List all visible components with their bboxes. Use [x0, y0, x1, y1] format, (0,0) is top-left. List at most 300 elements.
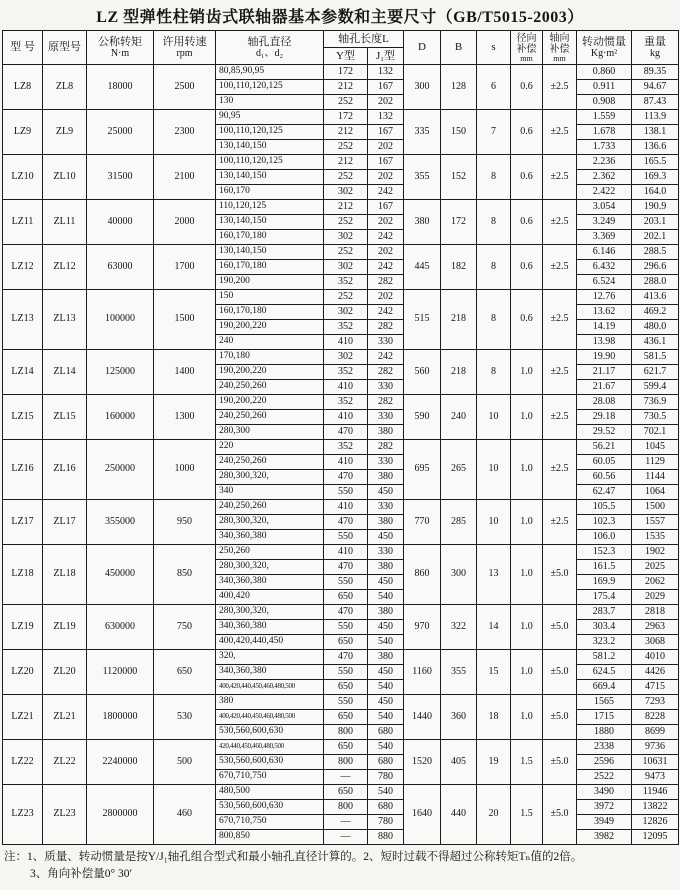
- j-length-cell: 330: [368, 545, 404, 560]
- bore-diameters-cell: 480,500: [216, 785, 324, 800]
- bore-diameters-cell: 400,420,440,450,460,480,500: [216, 710, 324, 725]
- y-length-cell: 800: [324, 755, 368, 770]
- bore-diameters-cell: 150: [216, 290, 324, 305]
- j-length-cell: 330: [368, 410, 404, 425]
- inertia-cell: 6.524: [577, 275, 632, 290]
- radial-compensation-cell: 1.0: [511, 500, 543, 545]
- j-length-cell: 380: [368, 650, 404, 665]
- orig-model-cell: ZL21: [43, 695, 87, 740]
- d-cell: 1160: [404, 650, 441, 695]
- col-header-j-type-label: J₁型: [375, 49, 396, 62]
- inertia-cell: 175.4: [577, 590, 632, 605]
- weight-cell: 203.1: [632, 215, 679, 230]
- j-length-cell: 450: [368, 530, 404, 545]
- inertia-cell: 169.9: [577, 575, 632, 590]
- b-cell: 405: [441, 740, 477, 785]
- table-body: [3, 65, 679, 845]
- bore-diameters-cell: 340,360,380: [216, 530, 324, 545]
- weight-cell: 1144: [632, 470, 679, 485]
- weight-cell: 10631: [632, 755, 679, 770]
- radial-compensation-cell: 0.6: [511, 155, 543, 200]
- j-length-cell: 242: [368, 350, 404, 365]
- d-cell: 445: [404, 245, 441, 290]
- bore-diameters-cell: 280,300,320,: [216, 515, 324, 530]
- inertia-cell: 3.249: [577, 215, 632, 230]
- y-length-cell: 550: [324, 575, 368, 590]
- y-length-cell: 800: [324, 725, 368, 740]
- radial-compensation-cell: 1.0: [511, 395, 543, 440]
- j-length-cell: 330: [368, 455, 404, 470]
- weight-cell: 1535: [632, 530, 679, 545]
- col-header-s: [477, 31, 511, 65]
- s-cell: 8: [477, 350, 511, 395]
- s-cell: 7: [477, 110, 511, 155]
- weight-cell: 138.1: [632, 125, 679, 140]
- speed-cell: 950: [154, 500, 216, 545]
- inertia-cell: 106.0: [577, 530, 632, 545]
- col-header-axial-line2: 补偿: [549, 43, 570, 55]
- inertia-cell: 14.19: [577, 320, 632, 335]
- col-header-speed-unit: rpm: [176, 48, 193, 60]
- inertia-cell: 2.362: [577, 170, 632, 185]
- j-length-cell: 202: [368, 290, 404, 305]
- s-cell: 8: [477, 155, 511, 200]
- y-length-cell: 212: [324, 200, 368, 215]
- torque-cell: 1800000: [87, 695, 154, 740]
- s-cell: 18: [477, 695, 511, 740]
- y-length-cell: 470: [324, 560, 368, 575]
- s-cell: 8: [477, 290, 511, 350]
- j-length-cell: 680: [368, 725, 404, 740]
- axial-compensation-cell: ±5.0: [543, 545, 577, 605]
- torque-cell: 2800000: [87, 785, 154, 845]
- table-row: [3, 395, 679, 410]
- page-title: LZ 型弹性柱销齿式联轴器基本参数和主要尺寸（GB/T5015-2003）: [96, 9, 584, 26]
- torque-cell: 1120000: [87, 650, 154, 695]
- j-length-cell: 202: [368, 95, 404, 110]
- bore-diameters-cell: 90,95: [216, 110, 324, 125]
- inertia-cell: 0.860: [577, 65, 632, 80]
- table-row: [3, 695, 679, 710]
- b-cell: 218: [441, 290, 477, 350]
- axial-compensation-cell: ±2.5: [543, 65, 577, 110]
- torque-cell: 450000: [87, 545, 154, 605]
- inertia-cell: 303.4: [577, 620, 632, 635]
- speed-cell: 530: [154, 695, 216, 740]
- y-length-cell: 302: [324, 185, 368, 200]
- model-cell: LZ15: [3, 395, 43, 440]
- col-header-B: [441, 31, 477, 65]
- j-length-cell: 242: [368, 230, 404, 245]
- bore-diameters-cell: 190,200: [216, 275, 324, 290]
- model-cell: LZ10: [3, 155, 43, 200]
- weight-cell: 4010: [632, 650, 679, 665]
- weight-cell: 4715: [632, 680, 679, 695]
- d-cell: 1440: [404, 695, 441, 740]
- inertia-cell: 1565: [577, 695, 632, 710]
- weight-cell: 1045: [632, 440, 679, 455]
- d-cell: 300: [404, 65, 441, 110]
- bore-diameters-cell: 240,250,260: [216, 455, 324, 470]
- model-cell: LZ20: [3, 650, 43, 695]
- inertia-cell: 2.422: [577, 185, 632, 200]
- inertia-cell: 1880: [577, 725, 632, 740]
- y-length-cell: 172: [324, 110, 368, 125]
- orig-model-cell: ZL10: [43, 155, 87, 200]
- inertia-cell: 323.2: [577, 635, 632, 650]
- weight-cell: 2062: [632, 575, 679, 590]
- bore-diameters-cell: 190,200,220: [216, 365, 324, 380]
- bore-diameters-cell: 400,420: [216, 590, 324, 605]
- weight-cell: 113.9: [632, 110, 679, 125]
- torque-cell: 2240000: [87, 740, 154, 785]
- torque-cell: 100000: [87, 290, 154, 350]
- bore-diameters-cell: 240,250,260: [216, 410, 324, 425]
- bore-diameters-cell: 530,560,600,630: [216, 800, 324, 815]
- col-header-axial-unit: mm: [553, 53, 566, 63]
- model-cell: LZ21: [3, 695, 43, 740]
- table-row: [3, 290, 679, 305]
- speed-cell: 1000: [154, 440, 216, 500]
- table-header: [3, 31, 679, 65]
- col-header-j-type: [368, 48, 404, 65]
- torque-cell: 63000: [87, 245, 154, 290]
- b-cell: 355: [441, 650, 477, 695]
- j-length-cell: 330: [368, 335, 404, 350]
- j-length-cell: 202: [368, 140, 404, 155]
- orig-model-cell: ZL13: [43, 290, 87, 350]
- y-length-cell: 410: [324, 335, 368, 350]
- b-cell: 172: [441, 200, 477, 245]
- j-length-cell: 450: [368, 695, 404, 710]
- y-length-cell: 650: [324, 680, 368, 695]
- y-length-cell: 410: [324, 500, 368, 515]
- model-cell: LZ9: [3, 110, 43, 155]
- b-cell: 218: [441, 350, 477, 395]
- table-row: [3, 545, 679, 560]
- weight-cell: 1902: [632, 545, 679, 560]
- weight-cell: 1500: [632, 500, 679, 515]
- bore-diameters-cell: 130,140,150: [216, 170, 324, 185]
- y-length-cell: 470: [324, 425, 368, 440]
- inertia-cell: 13.62: [577, 305, 632, 320]
- y-length-cell: 352: [324, 440, 368, 455]
- j-length-cell: 202: [368, 215, 404, 230]
- s-cell: 10: [477, 440, 511, 500]
- bore-diameters-cell: 220: [216, 440, 324, 455]
- bore-diameters-cell: 280,300: [216, 425, 324, 440]
- j-length-cell: 680: [368, 755, 404, 770]
- j-length-cell: 132: [368, 65, 404, 80]
- bore-diameters-cell: 160,170,180: [216, 230, 324, 245]
- j-length-cell: 167: [368, 155, 404, 170]
- inertia-cell: 105.5: [577, 500, 632, 515]
- j-length-cell: 282: [368, 440, 404, 455]
- j-length-cell: 282: [368, 275, 404, 290]
- weight-cell: 3068: [632, 635, 679, 650]
- inertia-cell: 1.733: [577, 140, 632, 155]
- axial-compensation-cell: ±2.5: [543, 395, 577, 440]
- b-cell: 322: [441, 605, 477, 650]
- bore-diameters-cell: 100,110,120,125: [216, 125, 324, 140]
- model-cell: LZ23: [3, 785, 43, 845]
- y-length-cell: 302: [324, 260, 368, 275]
- weight-cell: 7293: [632, 695, 679, 710]
- table-row: [3, 155, 679, 170]
- col-header-speed-line1: 许用转速: [162, 35, 207, 48]
- inertia-cell: 1.559: [577, 110, 632, 125]
- inertia-cell: 29.52: [577, 425, 632, 440]
- col-header-model-label: 型 号: [10, 41, 35, 54]
- j-length-cell: 282: [368, 320, 404, 335]
- bore-diameters-cell: 160,170: [216, 185, 324, 200]
- weight-cell: 288.5: [632, 245, 679, 260]
- y-length-cell: 650: [324, 785, 368, 800]
- col-header-y-type-label: Y型: [336, 49, 355, 62]
- weight-cell: 2025: [632, 560, 679, 575]
- s-cell: 8: [477, 245, 511, 290]
- weight-cell: 165.5: [632, 155, 679, 170]
- y-length-cell: 410: [324, 455, 368, 470]
- model-cell: LZ13: [3, 290, 43, 350]
- d-cell: 695: [404, 440, 441, 500]
- y-length-cell: 302: [324, 230, 368, 245]
- d-cell: 590: [404, 395, 441, 440]
- y-length-cell: 172: [324, 65, 368, 80]
- bore-diameters-cell: 380: [216, 695, 324, 710]
- d-cell: 335: [404, 110, 441, 155]
- weight-cell: 1557: [632, 515, 679, 530]
- j-length-cell: 680: [368, 800, 404, 815]
- axial-compensation-cell: ±2.5: [543, 155, 577, 200]
- y-length-cell: 470: [324, 515, 368, 530]
- weight-cell: 730.5: [632, 410, 679, 425]
- inertia-cell: 2522: [577, 770, 632, 785]
- torque-cell: 630000: [87, 605, 154, 650]
- col-header-radial-line2: 补偿: [516, 43, 537, 55]
- inertia-cell: 60.56: [577, 470, 632, 485]
- j-length-cell: 880: [368, 830, 404, 845]
- col-header-inertia: [577, 31, 632, 65]
- b-cell: 360: [441, 695, 477, 740]
- bore-diameters-cell: 340,360,380: [216, 665, 324, 680]
- speed-cell: 2500: [154, 65, 216, 110]
- bore-diameters-cell: 670,710,750: [216, 815, 324, 830]
- j-length-cell: 167: [368, 80, 404, 95]
- y-length-cell: 352: [324, 320, 368, 335]
- orig-model-cell: ZL11: [43, 200, 87, 245]
- d-cell: 355: [404, 155, 441, 200]
- inertia-cell: 21.17: [577, 365, 632, 380]
- y-length-cell: 352: [324, 395, 368, 410]
- orig-model-cell: ZL12: [43, 245, 87, 290]
- y-length-cell: 550: [324, 620, 368, 635]
- d-cell: 1520: [404, 740, 441, 785]
- col-header-bore-length: [324, 31, 404, 48]
- inertia-cell: 283.7: [577, 605, 632, 620]
- col-header-radial-unit: mm: [520, 53, 533, 63]
- col-header-torque: [87, 31, 154, 65]
- radial-compensation-cell: 1.0: [511, 545, 543, 605]
- orig-model-cell: ZL17: [43, 500, 87, 545]
- inertia-cell: 0.908: [577, 95, 632, 110]
- weight-cell: 164.0: [632, 185, 679, 200]
- b-cell: 300: [441, 545, 477, 605]
- table-row: [3, 110, 679, 125]
- col-header-inertia-line1: 转动惯量: [582, 35, 627, 48]
- inertia-cell: 0.911: [577, 80, 632, 95]
- model-cell: LZ8: [3, 65, 43, 110]
- col-header-weight-line1: 重量: [644, 35, 667, 48]
- y-length-cell: 352: [324, 275, 368, 290]
- y-length-cell: 252: [324, 140, 368, 155]
- weight-cell: 296.6: [632, 260, 679, 275]
- orig-model-cell: ZL15: [43, 395, 87, 440]
- j-length-cell: 202: [368, 170, 404, 185]
- weight-cell: 202.1: [632, 230, 679, 245]
- y-length-cell: 470: [324, 650, 368, 665]
- weight-cell: 2818: [632, 605, 679, 620]
- axial-compensation-cell: ±5.0: [543, 785, 577, 845]
- bore-diameters-cell: 340,360,380: [216, 575, 324, 590]
- s-cell: 14: [477, 605, 511, 650]
- radial-compensation-cell: 1.0: [511, 650, 543, 695]
- weight-cell: 87.43: [632, 95, 679, 110]
- speed-cell: 650: [154, 650, 216, 695]
- axial-compensation-cell: ±5.0: [543, 650, 577, 695]
- radial-compensation-cell: 0.6: [511, 290, 543, 350]
- inertia-cell: 62.47: [577, 485, 632, 500]
- bore-diameters-cell: 530,560,600,630: [216, 755, 324, 770]
- inertia-cell: 3949: [577, 815, 632, 830]
- table-row: [3, 605, 679, 620]
- bore-diameters-cell: 130,140,150: [216, 140, 324, 155]
- inertia-cell: 669.4: [577, 680, 632, 695]
- b-cell: 240: [441, 395, 477, 440]
- radial-compensation-cell: 1.0: [511, 350, 543, 395]
- b-cell: 152: [441, 155, 477, 200]
- bore-diameters-cell: 130,140,150: [216, 245, 324, 260]
- d-cell: 970: [404, 605, 441, 650]
- model-cell: LZ11: [3, 200, 43, 245]
- speed-cell: 460: [154, 785, 216, 845]
- col-header-speed: [154, 31, 216, 65]
- orig-model-cell: ZL23: [43, 785, 87, 845]
- torque-cell: 250000: [87, 440, 154, 500]
- speed-cell: 850: [154, 545, 216, 605]
- radial-compensation-cell: 1.5: [511, 740, 543, 785]
- weight-cell: 13822: [632, 800, 679, 815]
- y-length-cell: 800: [324, 800, 368, 815]
- bore-diameters-cell: 670,710,750: [216, 770, 324, 785]
- y-length-cell: 410: [324, 380, 368, 395]
- j-length-cell: 540: [368, 785, 404, 800]
- axial-compensation-cell: ±2.5: [543, 350, 577, 395]
- orig-model-cell: ZL8: [43, 65, 87, 110]
- weight-cell: 702.1: [632, 425, 679, 440]
- y-length-cell: 252: [324, 245, 368, 260]
- weight-cell: 11946: [632, 785, 679, 800]
- speed-cell: 2300: [154, 110, 216, 155]
- y-length-cell: 212: [324, 80, 368, 95]
- d-cell: 380: [404, 200, 441, 245]
- j-length-cell: 540: [368, 590, 404, 605]
- y-length-cell: 252: [324, 215, 368, 230]
- table-row: [3, 440, 679, 455]
- bore-diameters-cell: 80,85,90,95: [216, 65, 324, 80]
- bore-diameters-cell: 240,250,260: [216, 380, 324, 395]
- radial-compensation-cell: 0.6: [511, 245, 543, 290]
- j-length-cell: 540: [368, 680, 404, 695]
- inertia-cell: 102.3: [577, 515, 632, 530]
- inertia-cell: 21.67: [577, 380, 632, 395]
- col-header-axial-compensation: [543, 31, 577, 65]
- s-cell: 6: [477, 65, 511, 110]
- model-cell: LZ22: [3, 740, 43, 785]
- torque-cell: 125000: [87, 350, 154, 395]
- y-length-cell: 410: [324, 410, 368, 425]
- j-length-cell: 780: [368, 770, 404, 785]
- speed-cell: 1400: [154, 350, 216, 395]
- footnote-line-2: 3、角向补偿量0° 30′: [30, 868, 132, 881]
- radial-compensation-cell: 0.6: [511, 200, 543, 245]
- weight-cell: 12095: [632, 830, 679, 845]
- weight-cell: 2029: [632, 590, 679, 605]
- j-length-cell: 282: [368, 365, 404, 380]
- speed-cell: 2100: [154, 155, 216, 200]
- y-length-cell: 252: [324, 290, 368, 305]
- weight-cell: 413.6: [632, 290, 679, 305]
- inertia-cell: 1.678: [577, 125, 632, 140]
- j-length-cell: 540: [368, 740, 404, 755]
- weight-cell: 9473: [632, 770, 679, 785]
- orig-model-cell: ZL16: [43, 440, 87, 500]
- d-cell: 860: [404, 545, 441, 605]
- inertia-cell: 3982: [577, 830, 632, 845]
- col-header-radial-compensation: [511, 31, 543, 65]
- speed-cell: 1300: [154, 395, 216, 440]
- j-length-cell: 450: [368, 485, 404, 500]
- coupling-spec-table: [2, 30, 679, 845]
- j-length-cell: 450: [368, 620, 404, 635]
- inertia-cell: 60.05: [577, 455, 632, 470]
- j-length-cell: 202: [368, 245, 404, 260]
- j-length-cell: 450: [368, 575, 404, 590]
- y-length-cell: 302: [324, 350, 368, 365]
- bore-diameters-cell: 190,200,220: [216, 395, 324, 410]
- bore-diameters-cell: 100,110,120,125: [216, 80, 324, 95]
- y-length-cell: 352: [324, 365, 368, 380]
- j-length-cell: 242: [368, 305, 404, 320]
- axial-compensation-cell: ±5.0: [543, 740, 577, 785]
- footnote-line-1: 注：1、质量、转动惯量是按Y/J₁轴孔组合型式和最小轴孔直径计算的。2、短时过载不得超过公称转矩Tₙ值的2倍。: [4, 851, 583, 863]
- j-length-cell: 380: [368, 515, 404, 530]
- bore-diameters-cell: 240,250,260: [216, 500, 324, 515]
- bore-diameters-cell: 160,170,180: [216, 260, 324, 275]
- col-header-weight: [632, 31, 679, 65]
- weight-cell: 436.1: [632, 335, 679, 350]
- col-header-bore-line1: 轴孔直径: [247, 35, 292, 48]
- s-cell: 19: [477, 740, 511, 785]
- speed-cell: 1700: [154, 245, 216, 290]
- y-length-cell: 650: [324, 710, 368, 725]
- speed-cell: 2000: [154, 200, 216, 245]
- bore-diameters-cell: 100,110,120,125: [216, 155, 324, 170]
- y-length-cell: 470: [324, 470, 368, 485]
- inertia-cell: 1715: [577, 710, 632, 725]
- speed-cell: 500: [154, 740, 216, 785]
- col-header-orig-model: [43, 31, 87, 65]
